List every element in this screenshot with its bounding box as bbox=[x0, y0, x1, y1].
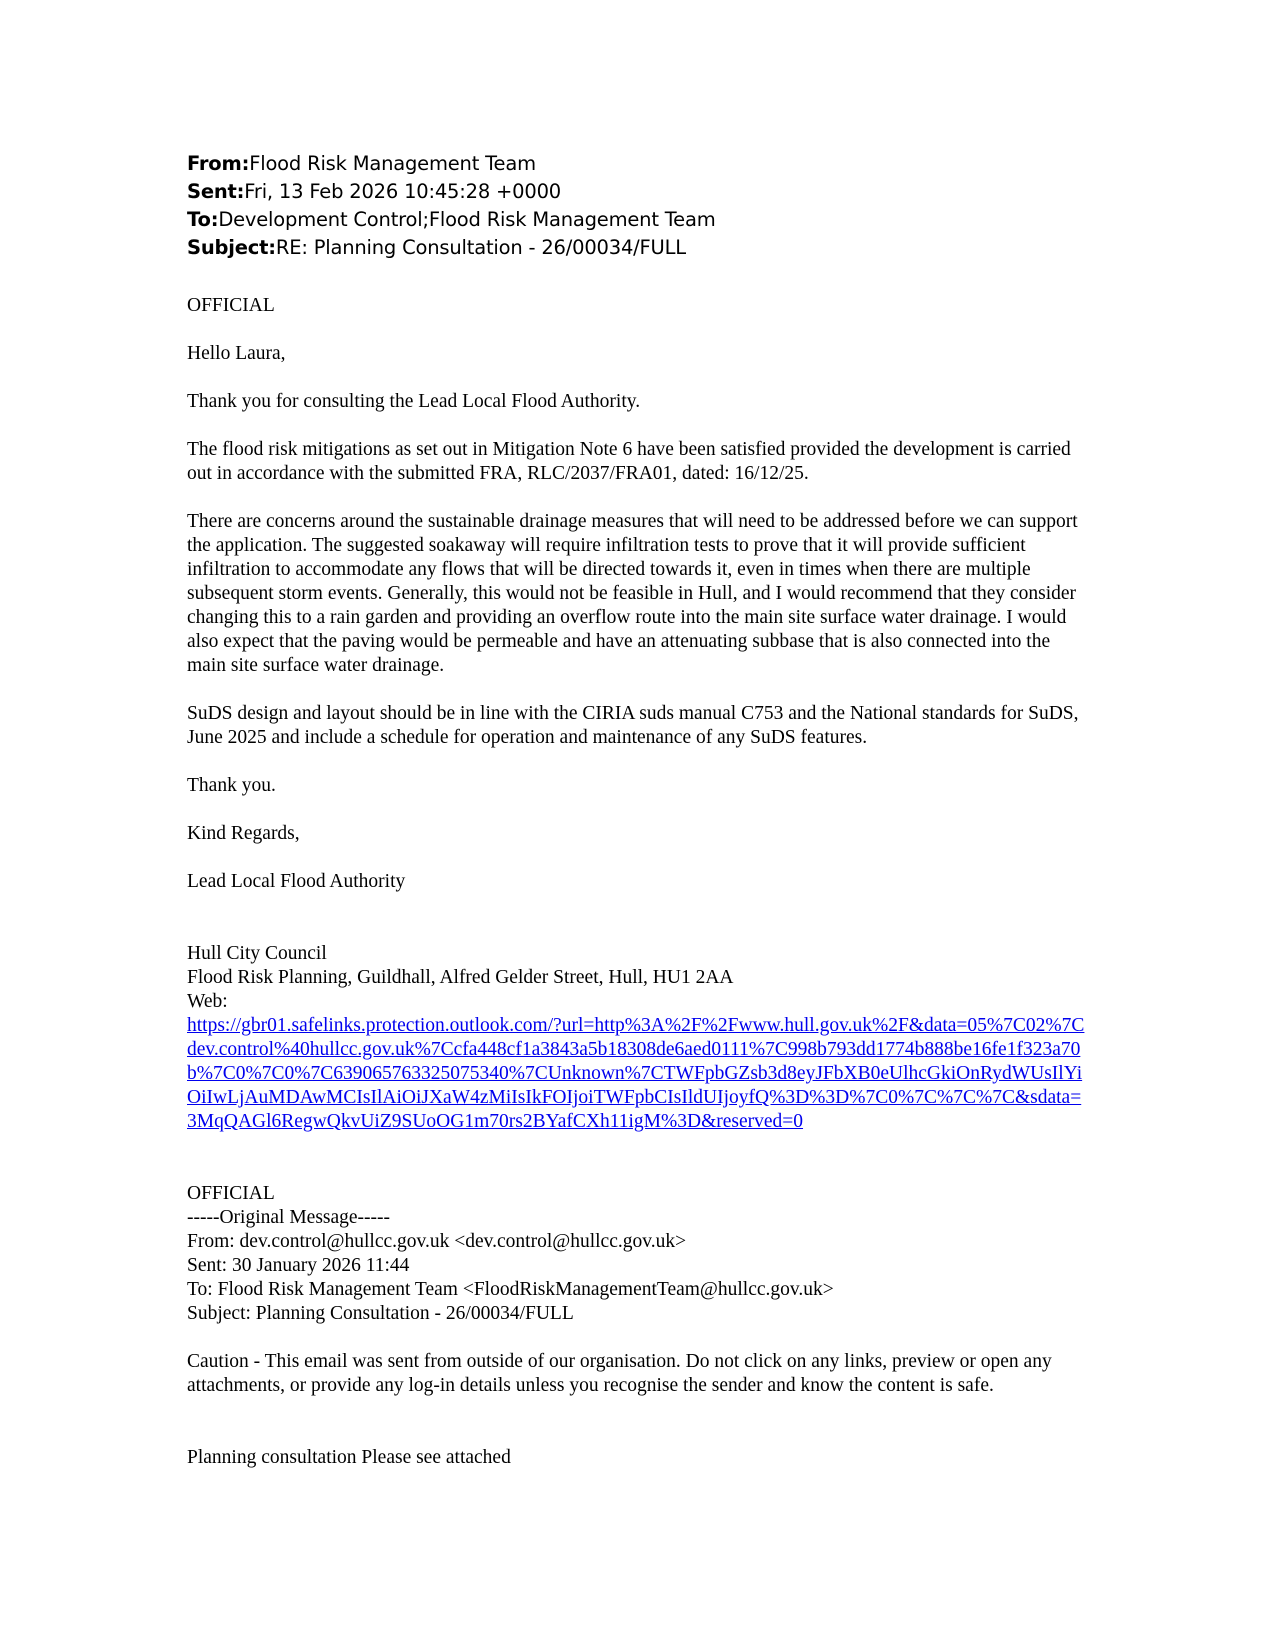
sent-label: Sent: bbox=[187, 180, 245, 203]
signoff-line: Lead Local Flood Authority bbox=[187, 871, 406, 892]
caution-notice: Caution - This email was sent from outside of our organisation. Do not click on any links, preview or open any attachments, or provide any log-in details unless you recognise the sender and know the content is safe. bbox=[187, 1351, 1052, 1396]
to-value: Development Control;Flood Risk Management Team bbox=[218, 208, 716, 231]
to-label: To: bbox=[187, 208, 219, 231]
original-divider: -----Original Message----- bbox=[187, 1207, 391, 1228]
from-label: From: bbox=[187, 152, 250, 175]
subject-line bbox=[187, 234, 1087, 262]
original-classification: OFFICIAL bbox=[187, 1183, 275, 1204]
signature-org: Hull City Council bbox=[187, 943, 327, 964]
original-from: From: dev.control@hullcc.gov.uk <dev.control@hullcc.gov.uk> bbox=[187, 1231, 687, 1252]
original-subject: Subject: Planning Consultation - 26/00034/FULL bbox=[187, 1303, 574, 1324]
paragraph-flood-risk: The flood risk mitigations as set out in Mitigation Note 6 have been satisfied provided the development is carried out in accordance with the submitted FRA, RLC/2037/FRA01, dated: 16/12/25. bbox=[187, 439, 1071, 484]
greeting: Hello Laura, bbox=[187, 343, 286, 364]
paragraph-suds-design: SuDS design and layout should be in line with the CIRIA suds manual C753 and the National standards for SuDS, June 2025 and include a schedule for operation and maintenance of any SuDS features. bbox=[187, 703, 1079, 748]
paragraph-consultation: Thank you for consulting the Lead Local Flood Authority. bbox=[187, 391, 641, 412]
web-link[interactable]: https://gbr01.safelinks.protection.outlook.com/?url=http%3A%2F%2Fwww.hull.gov.uk%2F&data=05%7C02%7Cdev.control%40hullcc.gov.uk%7Ccfa448cf1a3843a5b18308de6aed0111%7C998b793dd1774b888be16fe1f323a70b%7C0%7C0%7C639065763325075340%7CUnknown%7CTWFpbGZsb3d8eyJFbXB0eUlhcGkiOnRydWUsIlYiOiIwLjAuMDAwMCIsIlAiOiJXaW4zMiIsIkFOIjoiTWFpbCIsIldUIjoyfQ%3D%3D%7C0%7C%7C%7C&sdata=3MqQAGl6RegwQkvUiZ9SUoOG1m70rs2BYafCXh11igM%3D&reserved=0 bbox=[187, 1015, 1085, 1132]
original-message bbox=[187, 1182, 1087, 1470]
email-document bbox=[187, 150, 1087, 1470]
from-line bbox=[187, 150, 1087, 178]
subject-value: RE: Planning Consultation - 26/00034/FULL bbox=[275, 236, 686, 259]
original-sent: Sent: 30 January 2026 11:44 bbox=[187, 1255, 410, 1276]
sent-value: Fri, 13 Feb 2026 10:45:28 +0000 bbox=[244, 180, 562, 203]
thanks-line: Thank you. bbox=[187, 775, 276, 796]
signature-address: Flood Risk Planning, Guildhall, Alfred Gelder Street, Hull, HU1 2AA bbox=[187, 967, 734, 988]
from-value: Flood Risk Management Team bbox=[249, 152, 536, 175]
subject-label: Subject: bbox=[187, 236, 276, 259]
signature-web-label: Web: bbox=[187, 991, 228, 1012]
paragraph-drainage-concerns: There are concerns around the sustainable drainage measures that will need to be addressed before we can support the application. The suggested soakaway will require infiltration tests to prove that it will provide sufficient infiltration to accommodate any flows that will be directed towards it, even in times when there are multiple subsequent storm events. Generally, this would not be feasible in Hull, and I would recommend that they consider changing this to a rain garden and providing an overflow route into the main site surface water drainage. I would also expect that the paving would be permeable and have an attenuating subbase that is also connected into the main site surface water drainage. bbox=[187, 511, 1078, 676]
sent-line bbox=[187, 178, 1087, 206]
original-message-text: Planning consultation Please see attached bbox=[187, 1447, 511, 1468]
email-header bbox=[187, 150, 1087, 262]
original-to: To: Flood Risk Management Team <FloodRiskManagementTeam@hullcc.gov.uk> bbox=[187, 1279, 834, 1300]
signature-block bbox=[187, 942, 1087, 1134]
email-body bbox=[187, 294, 1087, 1470]
to-line bbox=[187, 206, 1087, 234]
classification-label: OFFICIAL bbox=[187, 295, 275, 316]
regards-line: Kind Regards, bbox=[187, 823, 300, 844]
